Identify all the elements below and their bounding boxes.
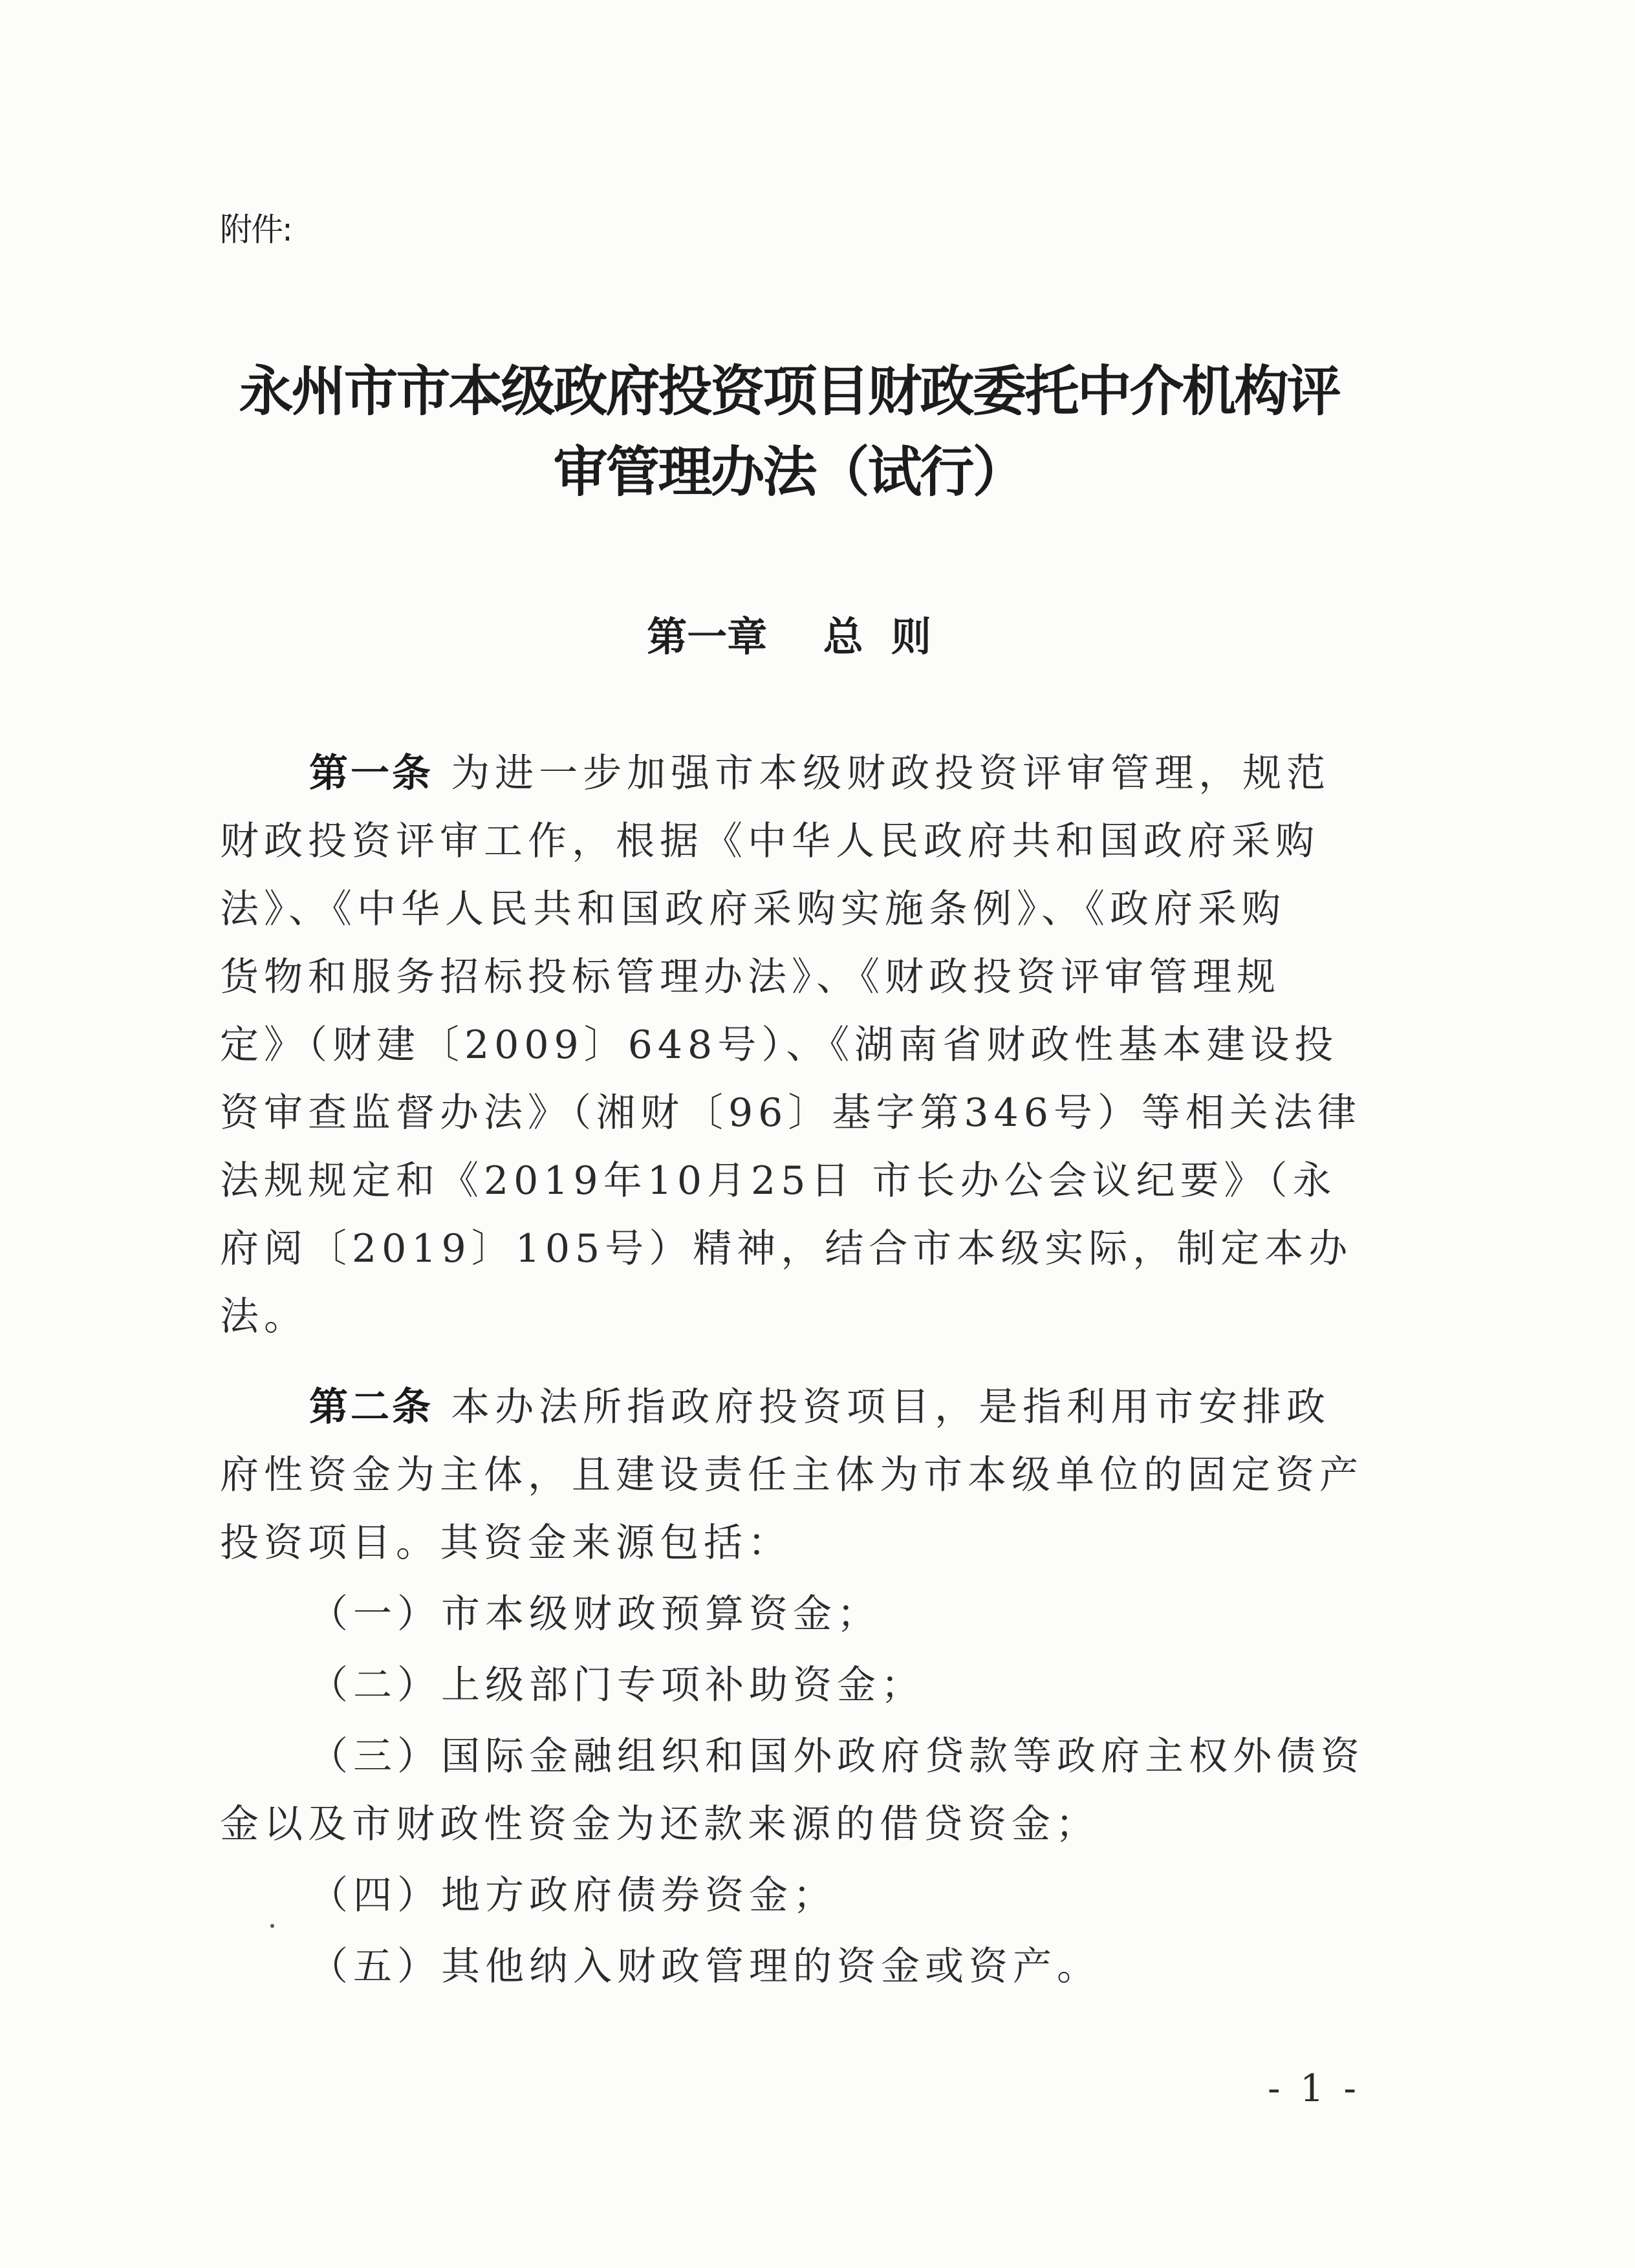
article1-text-1: 为进一步加强市本级财政投资评审管理，规范 (433, 751, 1331, 796)
article1-line-4: 货物和服务招标投标管理办法》、《财政投资评审管理规 (220, 955, 1281, 1000)
article1-line-8: 府阅〔2019〕105号）精神，结合市本级实际，制定本办 (220, 1226, 1353, 1271)
scan-speck (270, 1924, 274, 1928)
article1-line-6: 资审查监督办法》（湘财〔96〕基字第346号）等相关法律 (220, 1090, 1361, 1136)
article1-heading: 第一条 (309, 751, 433, 796)
chapter-heading: 第一章 总 则 (647, 613, 931, 660)
page-number: - 1 - (1268, 2066, 1360, 2110)
source-item-5: （五）其他纳入财政管理的资金或资产。 (309, 1944, 1101, 1989)
document-title-line1: 永州市市本级政府投资项目财政委托中介机构评 (239, 359, 1339, 423)
source-item-1: （一）市本级财政预算资金； (309, 1592, 881, 1637)
source-item-3-cont: 金以及市财政性资金为还款来源的借贷资金； (220, 1802, 1099, 1847)
source-item-3: （三）国际金融组织和国外政府贷款等政府主权外债资 (309, 1734, 1365, 1779)
article1-line-7: 法规规定和《2019年10月25日 市长办公会议纪要》（永 (220, 1158, 1337, 1204)
article2-line-1 (309, 1384, 1330, 1431)
article2-line-3: 投资项目。其资金来源包括： (220, 1520, 792, 1566)
article1-line-9: 法。 (220, 1294, 308, 1339)
attachment-label: 附件: (220, 211, 292, 248)
document-title-line2: 审管理办法（试行） (553, 440, 1025, 504)
article2-text-1: 本办法所指政府投资项目，是指利用市安排政 (433, 1385, 1331, 1430)
article1-line-5: 定》（财建〔2009〕648号）、《湖南省财政性基本建设投 (220, 1022, 1339, 1068)
article2-line-2: 府性资金为主体，且建设责任主体为市本级单位的固定资产 (220, 1453, 1363, 1498)
article1-line-3: 法》、《中华人民共和国政府采购实施条例》、《政府采购 (220, 887, 1286, 932)
article2-heading: 第二条 (309, 1385, 433, 1430)
article1-line-2: 财政投资评审工作，根据《中华人民政府共和国政府采购 (220, 819, 1319, 864)
source-item-4: （四）地方政府债券资金； (309, 1873, 837, 1918)
source-item-2: （二）上级部门专项补助资金； (309, 1663, 925, 1708)
article1-line-1 (309, 750, 1330, 797)
